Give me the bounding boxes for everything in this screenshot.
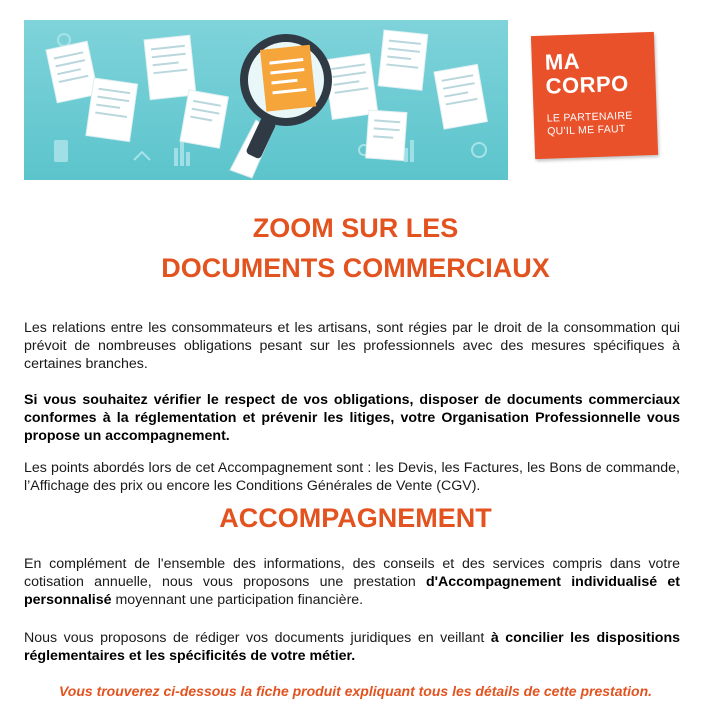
page-title-line2: DOCUMENTS COMMERCIAUX (161, 253, 550, 283)
highlight-text: Si vous souhaitez vérifier le respect de vos obligations, disposer de documents commerciaux conformes à la réglementation et prévenir les litiges, votre Organisation Professionnelle vous propose un accompagnement. (24, 392, 680, 444)
banner-illustration (24, 20, 508, 180)
documents-magnifier-illustration (24, 20, 508, 180)
complement-bold: d'Accompagnement individualisé et personnalisé (24, 574, 680, 608)
logo-tagline-line1: LE PARTENAIRE (546, 109, 633, 125)
highlight-paragraph (24, 391, 680, 445)
section-title: ACCOMPAGNEMENT (219, 503, 492, 533)
ma-corpo-logo (531, 32, 658, 159)
page-title-line1: ZOOM SUR LES (252, 213, 459, 243)
magnifier-icon (230, 34, 332, 178)
complement-text-2: moyennant une participation financière. (111, 592, 364, 608)
page-title (0, 210, 711, 286)
points-paragraph: Les points abordés lors de cet Accompagnement sont : les Devis, les Factures, les Bons de commande, l’Affichage des prix ou encore les Conditions Générales de Vente (CGV). (24, 460, 680, 494)
redaction-bold: à concilier les dispositions réglementaires et les spécificités de votre métier. (24, 630, 680, 664)
footer-note: Vous trouverez ci-dessous la fiche produit expliquant tous les détails de cette prestation. (58, 683, 653, 699)
intro-paragraph: Les relations entre les consommateurs et les artisans, sont régies par le droit de la consommation qui prévoit de nombreuses obligations pesant sur les professionnels avec des mesures spécifiques à certaines branches. (24, 320, 680, 372)
logo-tagline (547, 110, 634, 139)
logo-name (544, 48, 629, 99)
logo-name-line1: MA (544, 48, 581, 75)
redaction-text: Nous vous proposons de rédiger vos documents juridiques en veillant (24, 630, 491, 646)
complement-paragraph (24, 555, 680, 609)
complement-text-1: En complément de l'ensemble des informations, des conseils et des services compris dans votre cotisation annuelle, nous vous proposons une prestation (24, 556, 680, 590)
logo-name-line2: CORPO (545, 70, 630, 99)
logo-tagline-line2: QU'IL ME FAUT (547, 122, 626, 138)
redaction-paragraph (24, 629, 680, 665)
